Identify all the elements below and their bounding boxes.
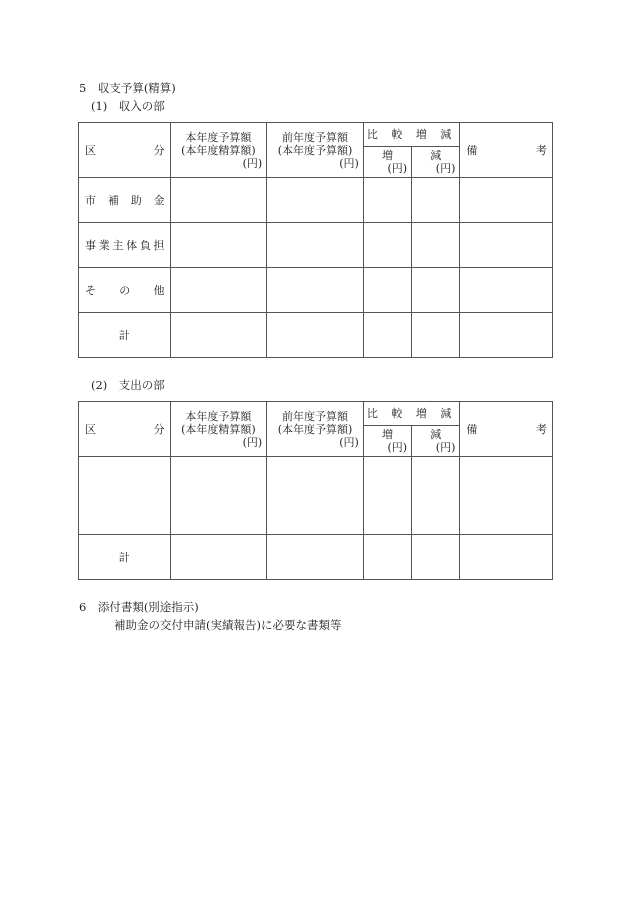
header-category (79, 123, 171, 178)
cell-decrease[interactable] (412, 535, 460, 580)
label-char: 事 (85, 238, 96, 252)
cell-decrease[interactable] (412, 223, 460, 268)
label-char: の (119, 283, 131, 297)
header-decrease (412, 147, 460, 178)
cell-notes[interactable] (460, 268, 553, 313)
cell-increase[interactable] (363, 535, 411, 580)
header-notes (460, 123, 553, 178)
label-char: 金 (153, 193, 165, 207)
cell-current[interactable] (170, 313, 267, 358)
header-line: (本年度予算額) (277, 143, 353, 157)
header-current-budget (170, 402, 267, 457)
header-line: 本年度予算額 (185, 409, 252, 423)
label-char: 業 (98, 238, 110, 252)
header-category-char: 分 (153, 422, 165, 436)
section-6-heading: 6 添付書類(別途指示) (79, 600, 199, 614)
cell-category[interactable] (79, 457, 171, 535)
cell-increase[interactable] (363, 178, 411, 223)
cell-increase[interactable] (363, 268, 411, 313)
row-label-total: 計 (79, 535, 171, 580)
cell-previous[interactable] (267, 535, 364, 580)
label-char: 主 (112, 238, 124, 252)
header-line: (本年度精算額) (181, 143, 256, 157)
header-line: 本年度予算額 (185, 130, 252, 144)
cell-increase[interactable] (363, 223, 411, 268)
header-line: 前年度予算額 (281, 409, 348, 423)
header-increase (363, 147, 411, 178)
header-category-char: 区 (85, 143, 96, 157)
header-unit: (円) (339, 435, 359, 449)
label-char: 体 (126, 238, 138, 252)
cell-decrease[interactable] (412, 313, 460, 358)
cell-notes[interactable] (460, 313, 553, 358)
cell-previous[interactable] (267, 223, 364, 268)
header-notes-char: 備 (466, 143, 478, 157)
table-row (79, 223, 553, 268)
row-label-city-subsidy (79, 178, 171, 223)
label-char: 補 (107, 193, 119, 207)
header-line: 減 (430, 428, 442, 441)
table-row (79, 178, 553, 223)
cell-decrease[interactable] (412, 178, 460, 223)
income-table (78, 122, 553, 358)
header-line: (本年度予算額) (277, 422, 353, 436)
income-section-heading: (1) 収入の部 (91, 99, 165, 113)
cell-current[interactable] (170, 535, 267, 580)
table-row-total (79, 535, 553, 580)
row-label-operator-share (79, 223, 171, 268)
label-char: 助 (130, 193, 142, 207)
section-6-body: 補助金の交付申請(実績報告)に必要な書類等 (114, 618, 342, 632)
cell-current[interactable] (170, 223, 267, 268)
header-previous-budget (267, 402, 364, 457)
cell-current[interactable] (170, 268, 267, 313)
table-row-total (79, 313, 553, 358)
header-line: (本年度精算額) (181, 422, 256, 436)
row-label-total: 計 (79, 313, 171, 358)
header-unit: (円) (387, 441, 408, 454)
cell-notes[interactable] (460, 178, 553, 223)
header-unit: (円) (435, 441, 456, 454)
cell-current[interactable] (170, 178, 267, 223)
label-char: そ (85, 283, 96, 297)
header-line: 前年度予算額 (281, 130, 348, 144)
header-comparison: 比 較 増 減 (363, 402, 460, 426)
header-unit: (円) (242, 156, 263, 170)
header-category (79, 402, 171, 457)
header-unit: (円) (339, 156, 359, 170)
header-decrease (412, 426, 460, 457)
header-increase (363, 426, 411, 457)
header-line: 増 (381, 149, 393, 162)
cell-increase[interactable] (363, 313, 411, 358)
cell-previous[interactable] (267, 457, 364, 535)
cell-decrease[interactable] (412, 457, 460, 535)
table-row (79, 268, 553, 313)
row-label-other (79, 268, 171, 313)
header-unit: (円) (242, 435, 263, 449)
cell-previous[interactable] (267, 268, 364, 313)
cell-previous[interactable] (267, 313, 364, 358)
label-char: 市 (85, 193, 96, 207)
expense-table (78, 401, 553, 580)
header-previous-budget (267, 123, 364, 178)
header-unit: (円) (435, 162, 456, 175)
cell-increase[interactable] (363, 457, 411, 535)
expense-section-heading: (2) 支出の部 (91, 378, 165, 392)
label-char: 担 (153, 238, 165, 252)
header-line: 減 (430, 149, 442, 162)
label-char: 負 (139, 238, 151, 252)
header-notes-char: 考 (536, 422, 547, 436)
table-row (79, 457, 553, 535)
section-5-heading: 5 収支予算(精算) (79, 81, 176, 95)
header-current-budget (170, 123, 267, 178)
header-comparison: 比 較 増 減 (363, 123, 460, 147)
header-unit: (円) (387, 162, 408, 175)
cell-notes[interactable] (460, 223, 553, 268)
cell-decrease[interactable] (412, 268, 460, 313)
cell-current[interactable] (170, 457, 267, 535)
cell-notes[interactable] (460, 535, 553, 580)
header-category-char: 分 (153, 143, 165, 157)
header-notes-char: 備 (466, 422, 478, 436)
label-char: 他 (153, 283, 165, 297)
cell-notes[interactable] (460, 457, 553, 535)
header-notes (460, 402, 553, 457)
cell-previous[interactable] (267, 178, 364, 223)
header-category-char: 区 (85, 422, 96, 436)
header-line: 増 (381, 428, 393, 441)
header-notes-char: 考 (536, 143, 547, 157)
